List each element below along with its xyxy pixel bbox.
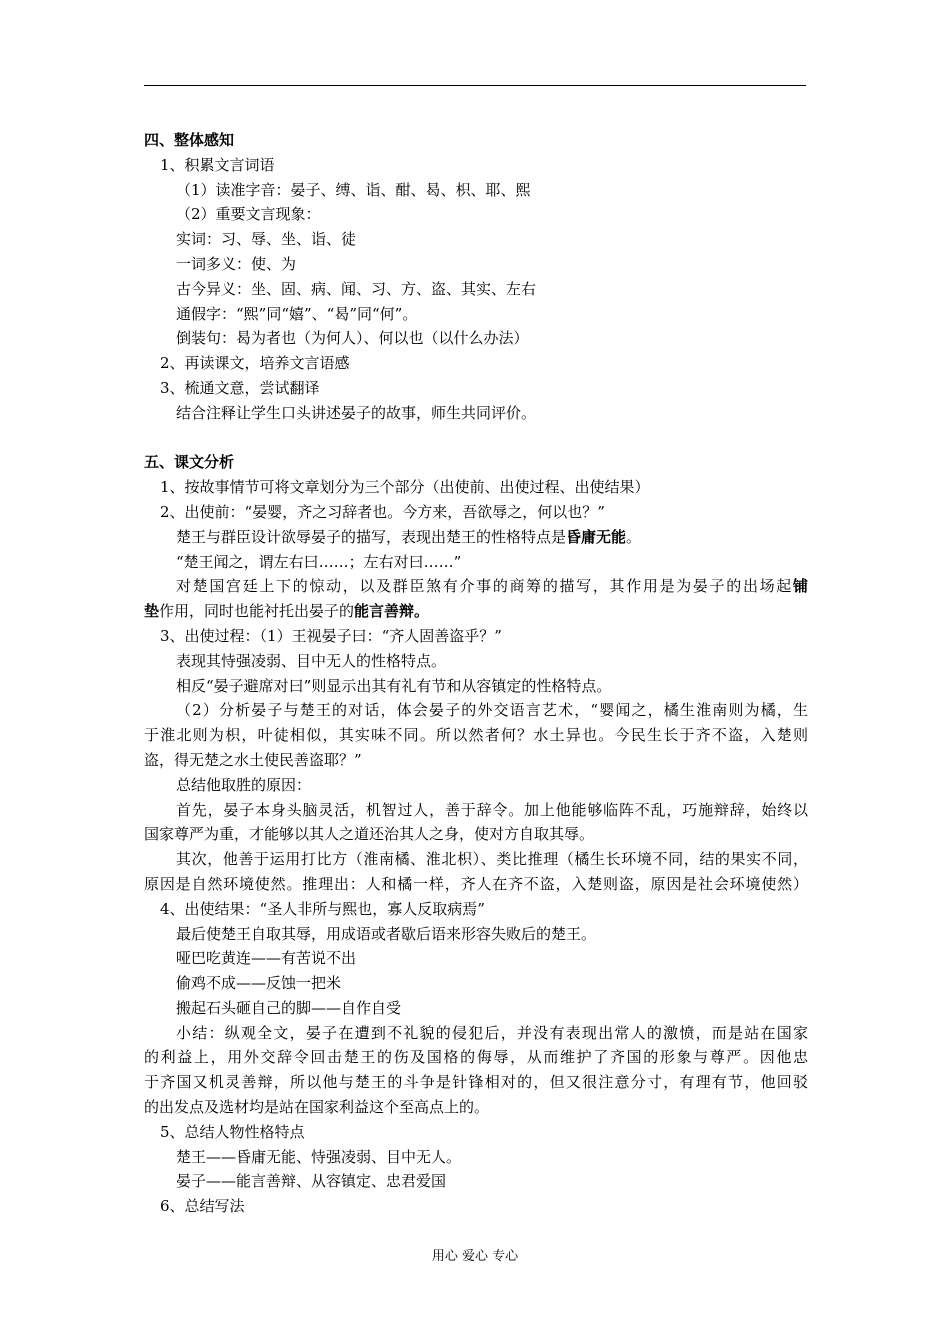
document-body bbox=[144, 128, 808, 1219]
item-4-1-2: （2）重要文言现象： bbox=[176, 205, 321, 224]
item-4-2: 2、再读课文，培养文言语感 bbox=[160, 354, 350, 373]
header-rule bbox=[144, 85, 806, 86]
section-4-heading: 四、整体感知 bbox=[144, 131, 235, 149]
saying-1: 哑巴吃黄连——有苦说不出 bbox=[176, 949, 357, 968]
summary-line-4: 的出发点及选材均是站在国家利益这个至高点上的。 bbox=[144, 1098, 490, 1117]
bold-trait: 昏庸无能 bbox=[566, 527, 627, 546]
item-5-5: 5、总结人物性格特点 bbox=[160, 1122, 305, 1141]
item-5-2: 2、出使前：“晏婴，齐之习辞者也。今方来，吾欲辱之，何以也？” bbox=[160, 502, 605, 521]
dialogue-line-1: （2）分析晏子与楚王的对话，体会晏子的外交语言艺术，“婴闻之，橘生淮南则为橘，生 bbox=[176, 701, 808, 720]
summary-line-2: 的利益上，用外交辞令回击楚王的伤及国格的侮辱，从而维护了齐国的形象与尊严。因他忠 bbox=[144, 1048, 808, 1067]
reason-2-line-1: 其次，他善于运用打比方（淮南橘、淮北枳）、类比推理（橘生长环境不同，结的果实不同， bbox=[176, 850, 808, 869]
item-5-1: 1、按故事情节可将文章划分为三个部分（出使前、出使过程、出使结果） bbox=[160, 478, 650, 497]
reasons-heading: 总结他取胜的原因： bbox=[176, 775, 312, 794]
trait-chu-king: 楚王——昏庸无能、恃强凌弱、目中无人。 bbox=[176, 1147, 462, 1166]
polysemy: 一词多义：使、为 bbox=[176, 254, 297, 273]
bold-eloquent: 能言善辩。 bbox=[354, 602, 430, 621]
item-5-3: 3、出使过程：（1）王视晏子曰：“齐人固善盗乎？” bbox=[160, 626, 502, 645]
inverted-sentences: 倒装句：曷为者也（为何人）、何以也（以什么办法） bbox=[176, 329, 529, 348]
summary-line-3: 于齐国又机灵善辩，所以他与楚王的斗争是针锋相对的，但又很注意分寸，有理有节，他回驳 bbox=[144, 1073, 808, 1092]
chu-king-trait: 楚王与群臣设计欲辱晏子的描写，表现出楚王的性格特点是昏庸无能。 bbox=[176, 527, 642, 546]
item-5-3-b: 相反“晏子避席对曰”则显示出其有礼有节和从容镇定的性格特点。 bbox=[176, 676, 612, 695]
reason-1-line-2: 国家尊严为重，才能够以其人之道还治其人之身，使对方自取其辱。 bbox=[144, 825, 595, 844]
page-footer: 用心 爱心 专心 bbox=[431, 1249, 519, 1264]
summary-line-1: 小结：纵观全文，晏子在遭到不礼貌的侵犯后，并没有表现出常人的激愤，而是站在国家 bbox=[176, 1023, 808, 1042]
foreshadow-line-2: 垫作用，同时也能衬托出晏子的能言善辩。 bbox=[144, 602, 430, 621]
item-5-4-text: 最后使楚王自取其辱，用成语或者歇后语来形容失败后的楚王。 bbox=[176, 924, 597, 943]
item-5-3-a: 表现其恃强凌弱、目中无人的性格特点。 bbox=[176, 651, 447, 670]
content-words: 实词：习、辱、坐、诣、徒 bbox=[176, 230, 357, 249]
saying-3: 搬起石头砸自己的脚——自作自受 bbox=[176, 998, 402, 1017]
dialogue-line-2: 于淮北则为枳，叶徒相似，其实味不同。所以然者何？水土异也。今民生长于齐不盗，入楚则 bbox=[144, 726, 808, 745]
foreshadow-line-1: 对楚国宫廷上下的惊动，以及群臣煞有介事的商筹的描写，其作用是为晏子的出场起铺 bbox=[176, 577, 808, 596]
ancient-modern-meanings: 古今异义：坐、固、病、闻、习、方、盗、其实、左右 bbox=[176, 279, 537, 298]
item-4-3-text: 结合注释让学生口头讲述晏子的故事，师生共同评价。 bbox=[176, 403, 537, 422]
section-5-heading: 五、课文分析 bbox=[144, 453, 235, 472]
item-4-1: 1、积累文言词语 bbox=[160, 155, 275, 174]
item-4-1-1: （1）读准字音：晏子、缚、诣、酣、曷、枳、耶、熙 bbox=[176, 180, 531, 199]
interchangeable-chars: 通假字：“熙”同“嬉”、“曷”同“何”。 bbox=[176, 304, 418, 323]
item-5-6: 6、总结写法 bbox=[160, 1197, 245, 1216]
quote-chu-king: “楚王闻之，谓左右曰……；左右对曰……” bbox=[176, 552, 462, 571]
item-5-4: 4、出使结果：“圣人非所与熙也，寡人反取病焉” bbox=[160, 899, 485, 918]
reason-2-line-2: 原因是自然环境使然。推理出：人和橘一样，齐人在齐不盗，入楚则盗，原因是社会环境使然） bbox=[144, 874, 808, 893]
trait-yanzi: 晏子——能言善辩、从容镇定、忠君爱国 bbox=[176, 1172, 447, 1191]
dialogue-line-3: 盗，得无楚之水土使民善盗耶？” bbox=[144, 750, 362, 769]
item-4-3: 3、梳通文意，尝试翻译 bbox=[160, 378, 320, 397]
saying-2: 偷鸡不成——反蚀一把米 bbox=[176, 974, 342, 993]
reason-1-line-1: 首先，晏子本身头脑灵活，机智过人，善于辞令。加上他能够临阵不乱，巧施辩辞，始终以 bbox=[176, 800, 808, 819]
